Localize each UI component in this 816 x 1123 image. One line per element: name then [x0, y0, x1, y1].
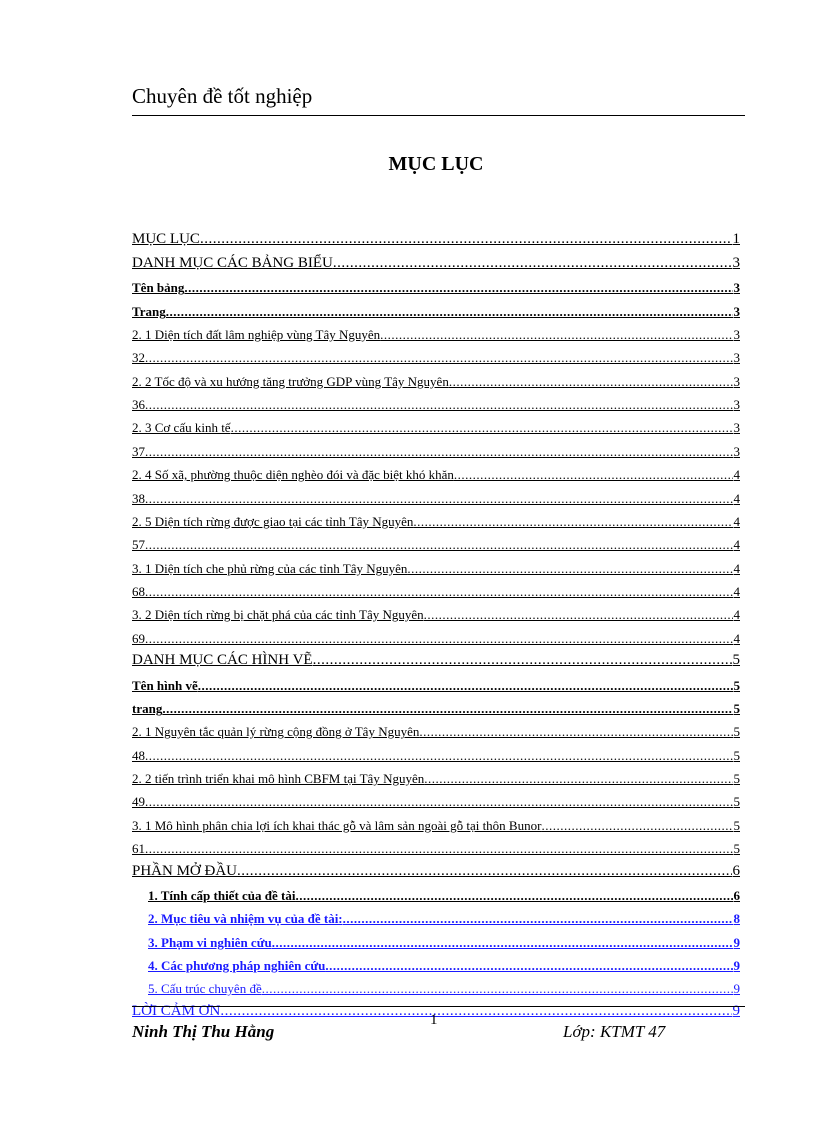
toc-leader-dots — [200, 231, 732, 248]
toc-leader-dots — [454, 467, 733, 482]
toc-leader-dots — [413, 514, 732, 529]
table-of-contents — [132, 225, 740, 1020]
toc-leader-dots — [325, 958, 732, 973]
toc-leader-dots — [237, 863, 731, 880]
toc-entry-page: 3 — [733, 326, 740, 342]
toc-entry-label: 37 — [132, 443, 145, 459]
toc-entry[interactable] — [132, 973, 740, 996]
toc-entry-label: DANH MỤC CÁC BẢNG BIỂU — [132, 254, 333, 271]
toc-entry-page: 4 — [733, 630, 740, 646]
toc-entry[interactable] — [132, 272, 740, 295]
toc-entry-label: 57 — [132, 537, 145, 553]
toc-entry-page: 5 — [732, 652, 740, 669]
toc-entry[interactable] — [132, 926, 740, 949]
toc-entry-page: 4 — [733, 537, 740, 553]
toc-entry-label: 2. 4 Số xã, phường thuộc diện nghèo đói và đặc biệt khó khăn — [132, 467, 454, 483]
toc-entry-label: Tên bảng — [132, 280, 185, 296]
toc-entry-label: 61 — [132, 841, 145, 857]
toc-leader-dots — [343, 911, 733, 926]
toc-entry[interactable] — [132, 319, 740, 342]
toc-leader-dots — [449, 374, 733, 389]
page-title: MỤC LỤC — [388, 153, 484, 175]
toc-entry-label: 38 — [132, 490, 145, 506]
toc-entry[interactable] — [132, 880, 740, 903]
toc-entry-page: 4 — [733, 607, 740, 623]
toc-entry[interactable] — [132, 342, 740, 365]
toc-entry-label: 3. 1 Mô hình phân chia lợi ích khai thác gỗ và lâm sản ngoài gỗ tại thôn Bunor — [132, 817, 542, 833]
toc-leader-dots — [184, 280, 732, 295]
toc-entry-page: 9 — [733, 958, 740, 973]
toc-entry-page: 9 — [733, 981, 740, 997]
toc-leader-dots — [198, 678, 733, 693]
toc-entry-label: DANH MỤC CÁC HÌNH VẼ — [132, 652, 313, 669]
toc-leader-dots — [145, 631, 733, 646]
toc-entry[interactable] — [132, 529, 740, 552]
toc-entry[interactable] — [132, 506, 740, 529]
toc-entry-page: 9 — [732, 1002, 740, 1019]
toc-entry[interactable] — [132, 295, 740, 318]
toc-entry[interactable] — [132, 786, 740, 809]
toc-entry[interactable] — [132, 903, 740, 926]
toc-entry-label: 2. Mục tiêu và nhiệm vụ của đề tài: — [148, 911, 343, 927]
toc-entry-page: 4 — [733, 560, 740, 576]
toc-entry-page: 3 — [733, 373, 740, 389]
toc-leader-dots — [145, 841, 733, 856]
toc-leader-dots — [145, 748, 733, 763]
toc-entry-page: 6 — [733, 887, 740, 903]
toc-entry-page: 4 — [733, 490, 740, 506]
toc-leader-dots — [333, 255, 732, 272]
toc-entry-page: 4 — [733, 584, 740, 599]
toc-entry[interactable] — [132, 716, 740, 739]
toc-entry[interactable] — [132, 809, 740, 832]
toc-entry[interactable] — [132, 622, 740, 645]
toc-entry-page: 3 — [733, 420, 740, 436]
toc-entry-page: 5 — [733, 747, 740, 763]
toc-entry[interactable] — [132, 412, 740, 435]
toc-entry-label: 1. Tính cấp thiết của đề tài — [148, 887, 296, 903]
toc-entry-page: 3 — [732, 254, 740, 271]
toc-entry-label: 48 — [132, 747, 145, 763]
toc-entry-label: 2. 1 Diện tích đất lâm nghiệp vùng Tây Nguyên — [132, 326, 381, 342]
toc-entry[interactable] — [132, 833, 740, 856]
toc-entry[interactable] — [132, 552, 740, 575]
toc-entry-page: 5 — [733, 724, 740, 740]
toc-entry-page: 4 — [733, 467, 740, 483]
toc-leader-dots — [145, 350, 733, 365]
toc-leader-dots — [419, 724, 732, 739]
toc-leader-dots — [424, 607, 733, 622]
toc-leader-dots — [295, 888, 732, 903]
footer-author: Ninh Thị Thu Hằng — [132, 1022, 275, 1041]
toc-entry-label: PHẦN MỞ ĐẦU — [132, 862, 238, 879]
toc-leader-dots — [272, 935, 733, 950]
toc-entry[interactable] — [132, 763, 740, 786]
toc-entry-page: 3 — [733, 303, 740, 319]
toc-entry-label: 69 — [132, 630, 145, 646]
toc-leader-dots — [231, 420, 733, 435]
toc-entry-label: trang — [132, 700, 163, 716]
toc-leader-dots — [145, 537, 733, 552]
toc-entry-page: 3 — [733, 397, 740, 412]
toc-entry[interactable] — [132, 856, 740, 879]
toc-entry-label: LỜI CẢM ƠN — [132, 1002, 221, 1019]
toc-entry[interactable] — [132, 459, 740, 482]
toc-entry[interactable] — [132, 599, 740, 622]
toc-entry[interactable] — [132, 248, 740, 271]
toc-leader-dots — [424, 771, 732, 786]
toc-entry-label: 4. Các phương pháp nghiên cứu — [148, 958, 326, 973]
toc-entry-page: 9 — [733, 934, 740, 950]
toc-entry[interactable] — [132, 950, 740, 973]
toc-entry-label: 5. Cấu trúc chuyên đề — [148, 981, 262, 997]
toc-entry-page: 5 — [733, 700, 740, 716]
toc-entry-page: 3 — [733, 350, 740, 366]
toc-entry[interactable] — [132, 646, 740, 669]
toc-entry-page: 5 — [733, 771, 740, 786]
toc-entry-page: 8 — [733, 911, 740, 927]
toc-entry[interactable] — [132, 482, 740, 505]
toc-entry-label: 36 — [132, 397, 145, 412]
header-rule — [132, 115, 745, 116]
toc-entry-page: 5 — [733, 677, 740, 693]
toc-entry[interactable] — [132, 739, 740, 762]
toc-entry-label: 3. 2 Diện tích rừng bị chặt phá của các tỉnh Tây Nguyên — [132, 607, 424, 623]
toc-leader-dots — [166, 304, 733, 319]
toc-entry[interactable] — [132, 669, 740, 692]
toc-leader-dots — [145, 584, 733, 599]
toc-entry-label: Trang — [132, 303, 166, 319]
toc-entry-label: 2. 3 Cơ cấu kinh tế — [132, 420, 231, 436]
toc-entry[interactable] — [132, 576, 740, 599]
toc-entry-label: 3. 1 Diện tích che phủ rừng của các tỉnh Tây Nguyên — [132, 560, 408, 576]
toc-entry-label: 49 — [132, 794, 145, 810]
footer-page-number: 1 — [430, 1012, 438, 1028]
toc-entry-label: 2. 5 Diện tích rừng được giao tại các tỉnh Tây Nguyên — [132, 513, 414, 529]
toc-entry[interactable] — [132, 435, 740, 458]
toc-entry[interactable] — [132, 693, 740, 716]
toc-leader-dots — [145, 397, 733, 412]
toc-entry-label: MỤC LỤC — [132, 231, 200, 248]
toc-entry-label: 2. 2 tiến trình triển khai mô hình CBFM tại Tây Nguyên — [132, 771, 425, 786]
toc-entry-label: Tên hình vẽ — [132, 677, 198, 693]
toc-entry-page: 5 — [733, 841, 740, 857]
toc-entry-page: 3 — [733, 280, 740, 296]
toc-entry[interactable] — [132, 225, 740, 248]
toc-entry-label: 3. Phạm vi nghiên cứu — [148, 934, 272, 950]
toc-entry-page: 5 — [733, 794, 740, 810]
toc-entry-label: 2. 1 Nguyên tắc quản lý rừng cộng đồng ở Tây Nguyên — [132, 724, 420, 740]
toc-leader-dots — [145, 444, 733, 459]
footer-rule — [132, 1006, 745, 1007]
toc-entry-page: 6 — [732, 862, 740, 879]
header-title: Chuyên đề tốt nghiệp — [132, 84, 313, 108]
toc-leader-dots — [145, 491, 733, 506]
toc-entry-page: 4 — [733, 513, 740, 529]
toc-entry-label: 2. 2 Tốc độ và xu hướng tăng trưởng GDP vùng Tây Nguyên — [132, 373, 449, 389]
toc-leader-dots — [162, 701, 732, 716]
toc-entry-page: 1 — [732, 231, 740, 248]
toc-entry-label: 32 — [132, 350, 145, 366]
toc-entry-page: 5 — [733, 817, 740, 833]
toc-leader-dots — [145, 794, 733, 809]
toc-leader-dots — [407, 561, 732, 576]
toc-leader-dots — [313, 652, 732, 669]
footer-class: Lớp: KTMT 47 — [563, 1022, 666, 1041]
toc-entry[interactable] — [132, 389, 740, 412]
toc-leader-dots — [380, 327, 732, 342]
toc-entry[interactable] — [132, 365, 740, 388]
toc-leader-dots — [262, 981, 733, 996]
toc-leader-dots — [541, 818, 732, 833]
toc-entry-page: 3 — [733, 443, 740, 459]
toc-entry-label: 68 — [132, 584, 145, 599]
